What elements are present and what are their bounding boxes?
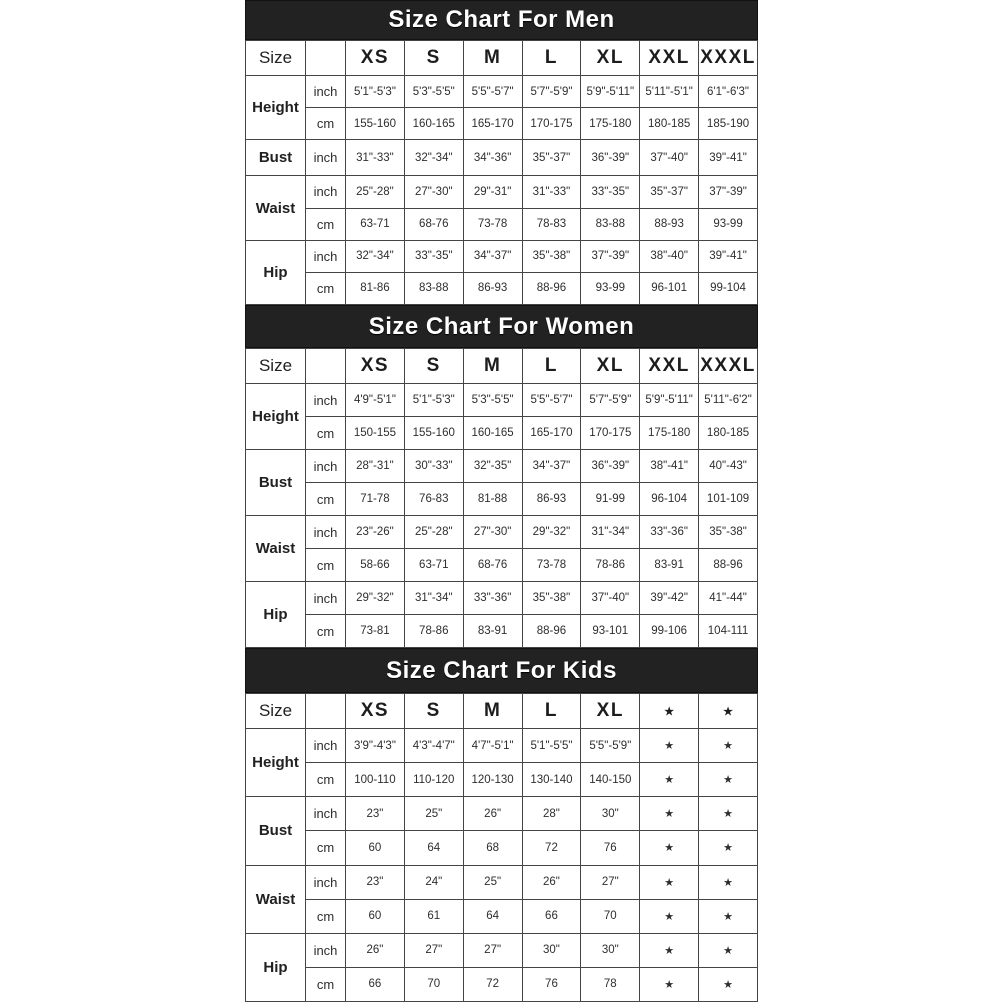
measurement-value: 81-88 (463, 483, 522, 516)
star-icon: ★ (640, 865, 699, 899)
measurement-value: 5'3"-5'5" (404, 76, 463, 108)
measurement-value: 70 (404, 967, 463, 1001)
measurement-value: 5'7"-5'9" (581, 384, 640, 417)
measurement-value: 38"-41" (640, 450, 699, 483)
star-icon: ★ (699, 831, 758, 865)
star-icon: ★ (640, 967, 699, 1001)
measurement-value: 5'5"-5'7" (463, 76, 522, 108)
star-icon: ★ (699, 899, 758, 933)
measurement-value: 99-106 (640, 615, 699, 648)
unit-label: cm (306, 967, 346, 1001)
measurement-value: 28"-31" (346, 450, 405, 483)
size-header-row (246, 349, 758, 384)
size-column-header: S (404, 349, 463, 384)
measurement-value: 37"-39" (699, 176, 758, 208)
measurement-value: 29"-32" (522, 516, 581, 549)
measurement-value: 83-88 (581, 208, 640, 240)
measurement-value: 29"-31" (463, 176, 522, 208)
measurement-value: 31"-34" (404, 582, 463, 615)
star-icon: ★ (640, 933, 699, 967)
measurement-value: 4'7"-5'1" (463, 729, 522, 763)
measurement-value: 5'11"-6'2" (699, 384, 758, 417)
measurement-value: 120-130 (463, 763, 522, 797)
measurement-value: 60 (346, 831, 405, 865)
size-chart-table (245, 348, 758, 648)
measurement-value: 35"-38" (522, 582, 581, 615)
measurement-value: 35"-37" (522, 140, 581, 176)
size-column-header: XXXL (699, 41, 758, 76)
size-column-header: S (404, 694, 463, 729)
measurement-row (246, 140, 758, 176)
measurement-label: Waist (246, 176, 306, 240)
size-column-header: XXL (640, 41, 699, 76)
measurement-value: 78-83 (522, 208, 581, 240)
measurement-label: Height (246, 729, 306, 797)
measurement-value: 150-155 (346, 417, 405, 450)
measurement-value: 33"-35" (581, 176, 640, 208)
size-chart-table (245, 693, 758, 1002)
unit-label: cm (306, 208, 346, 240)
measurement-value: 73-81 (346, 615, 405, 648)
measurement-value: 4'3"-4'7" (404, 729, 463, 763)
measurement-value: 83-88 (404, 272, 463, 304)
measurement-value: 26" (346, 933, 405, 967)
measurement-value: 160-165 (404, 108, 463, 140)
measurement-value: 30" (581, 933, 640, 967)
measurement-value: 64 (404, 831, 463, 865)
measurement-value: 23" (346, 865, 405, 899)
measurement-value: 5'5"-5'9" (581, 729, 640, 763)
measurement-value: 24" (404, 865, 463, 899)
measurement-row (246, 797, 758, 831)
measurement-value: 83-91 (463, 615, 522, 648)
measurement-value: 39"-41" (699, 140, 758, 176)
size-header-row (246, 694, 758, 729)
measurement-value: 28" (522, 797, 581, 831)
size-column-header: XS (346, 349, 405, 384)
measurement-value: 5'1"-5'3" (346, 76, 405, 108)
measurement-value: 27"-30" (404, 176, 463, 208)
measurement-value: 170-175 (522, 108, 581, 140)
measurement-value: 73-78 (463, 208, 522, 240)
measurement-value: 96-104 (640, 483, 699, 516)
measurement-value: 30"-33" (404, 450, 463, 483)
measurement-value: 34"-37" (463, 240, 522, 272)
measurement-value: 32"-34" (404, 140, 463, 176)
measurement-value: 5'11"-5'1" (640, 76, 699, 108)
chart-title: Size Chart For Women (368, 312, 635, 340)
measurement-row (246, 615, 758, 648)
measurement-value: 68-76 (463, 549, 522, 582)
measurement-label: Height (246, 384, 306, 450)
size-column-header: M (463, 41, 522, 76)
measurement-value: 86-93 (522, 483, 581, 516)
measurement-value: 33"-36" (463, 582, 522, 615)
measurement-value: 76 (522, 967, 581, 1001)
size-column-header: XL (581, 694, 640, 729)
measurement-value: 27"-30" (463, 516, 522, 549)
measurement-label: Bust (246, 140, 306, 176)
unit-label: cm (306, 108, 346, 140)
star-icon: ★ (699, 933, 758, 967)
measurement-value: 88-96 (522, 272, 581, 304)
unit-label: inch (306, 240, 346, 272)
chart-title-bar (245, 305, 758, 348)
measurement-row (246, 549, 758, 582)
measurement-value: 41"-44" (699, 582, 758, 615)
corner-size-label: Size (246, 694, 306, 729)
unit-header-cell (306, 694, 346, 729)
measurement-value: 88-93 (640, 208, 699, 240)
measurement-row (246, 967, 758, 1001)
measurement-row (246, 483, 758, 516)
measurement-value: 170-175 (581, 417, 640, 450)
measurement-value: 5'9"-5'11" (581, 76, 640, 108)
unit-header-cell (306, 349, 346, 384)
star-icon: ★ (699, 694, 758, 729)
size-column-header: L (522, 41, 581, 76)
measurement-value: 88-96 (699, 549, 758, 582)
measurement-value: 33"-36" (640, 516, 699, 549)
unit-label: cm (306, 549, 346, 582)
measurement-value: 3'9"-4'3" (346, 729, 405, 763)
measurement-value: 23"-26" (346, 516, 405, 549)
measurement-value: 96-101 (640, 272, 699, 304)
measurement-value: 63-71 (404, 549, 463, 582)
unit-label: inch (306, 76, 346, 108)
measurement-value: 5'1"-5'5" (522, 729, 581, 763)
measurement-value: 76-83 (404, 483, 463, 516)
unit-label: cm (306, 483, 346, 516)
unit-label: cm (306, 417, 346, 450)
measurement-label: Hip (246, 582, 306, 648)
measurement-label: Bust (246, 797, 306, 865)
unit-label: inch (306, 176, 346, 208)
star-icon: ★ (640, 694, 699, 729)
measurement-value: 32"-35" (463, 450, 522, 483)
measurement-value: 160-165 (463, 417, 522, 450)
unit-label: inch (306, 797, 346, 831)
measurement-value: 68 (463, 831, 522, 865)
measurement-value: 25"-28" (346, 176, 405, 208)
star-icon: ★ (699, 967, 758, 1001)
measurement-row (246, 763, 758, 797)
measurement-value: 88-96 (522, 615, 581, 648)
measurement-value: 37"-40" (640, 140, 699, 176)
size-column-header: M (463, 694, 522, 729)
measurement-value: 33"-35" (404, 240, 463, 272)
size-column-header: XXXL (699, 349, 758, 384)
measurement-row (246, 417, 758, 450)
measurement-row (246, 272, 758, 304)
measurement-value: 5'5"-5'7" (522, 384, 581, 417)
measurement-value: 30" (581, 797, 640, 831)
measurement-value: 63-71 (346, 208, 405, 240)
size-column-header: XS (346, 694, 405, 729)
size-chart-section (245, 0, 758, 305)
measurement-label: Height (246, 76, 306, 140)
unit-label: inch (306, 140, 346, 176)
measurement-value: 72 (463, 967, 522, 1001)
measurement-value: 83-91 (640, 549, 699, 582)
measurement-row (246, 384, 758, 417)
measurement-value: 27" (404, 933, 463, 967)
measurement-value: 26" (522, 865, 581, 899)
measurement-label: Bust (246, 450, 306, 516)
measurement-value: 73-78 (522, 549, 581, 582)
measurement-value: 68-76 (404, 208, 463, 240)
measurement-row (246, 176, 758, 208)
size-column-header: XL (581, 41, 640, 76)
measurement-value: 180-185 (699, 417, 758, 450)
measurement-value: 66 (346, 967, 405, 1001)
size-chart-section (245, 305, 758, 648)
measurement-value: 60 (346, 899, 405, 933)
measurement-value: 5'7"-5'9" (522, 76, 581, 108)
unit-label: inch (306, 450, 346, 483)
measurement-value: 35"-37" (640, 176, 699, 208)
chart-title-bar (245, 0, 758, 40)
size-column-header: XXL (640, 349, 699, 384)
measurement-value: 38"-40" (640, 240, 699, 272)
star-icon: ★ (699, 763, 758, 797)
measurement-row (246, 865, 758, 899)
measurement-label: Hip (246, 240, 306, 304)
measurement-value: 34"-37" (522, 450, 581, 483)
measurement-value: 180-185 (640, 108, 699, 140)
measurement-value: 185-190 (699, 108, 758, 140)
size-column-header: L (522, 349, 581, 384)
measurement-row (246, 516, 758, 549)
size-column-header: S (404, 41, 463, 76)
measurement-value: 37"-40" (581, 582, 640, 615)
size-column-header: M (463, 349, 522, 384)
measurement-value: 110-120 (404, 763, 463, 797)
measurement-value: 70 (581, 899, 640, 933)
star-icon: ★ (640, 831, 699, 865)
measurement-row (246, 933, 758, 967)
measurement-value: 34"-36" (463, 140, 522, 176)
measurement-value: 93-99 (699, 208, 758, 240)
unit-label: inch (306, 582, 346, 615)
measurement-row (246, 729, 758, 763)
measurement-value: 140-150 (581, 763, 640, 797)
star-icon: ★ (699, 729, 758, 763)
star-icon: ★ (640, 797, 699, 831)
measurement-value: 165-170 (463, 108, 522, 140)
measurement-row (246, 76, 758, 108)
size-header-row (246, 41, 758, 76)
measurement-row (246, 582, 758, 615)
measurement-value: 165-170 (522, 417, 581, 450)
measurement-value: 93-101 (581, 615, 640, 648)
measurement-value: 25"-28" (404, 516, 463, 549)
measurement-value: 36"-39" (581, 450, 640, 483)
measurement-value: 71-78 (346, 483, 405, 516)
measurement-value: 35"-38" (699, 516, 758, 549)
measurement-value: 39"-42" (640, 582, 699, 615)
measurement-value: 155-160 (404, 417, 463, 450)
measurement-value: 25" (404, 797, 463, 831)
measurement-value: 6'1"-6'3" (699, 76, 758, 108)
measurement-value: 37"-39" (581, 240, 640, 272)
measurement-label: Waist (246, 865, 306, 933)
measurement-value: 86-93 (463, 272, 522, 304)
unit-label: inch (306, 865, 346, 899)
measurement-value: 81-86 (346, 272, 405, 304)
measurement-value: 31"-34" (581, 516, 640, 549)
measurement-value: 61 (404, 899, 463, 933)
measurement-value: 58-66 (346, 549, 405, 582)
measurement-value: 36"-39" (581, 140, 640, 176)
measurement-value: 32"-34" (346, 240, 405, 272)
measurement-value: 29"-32" (346, 582, 405, 615)
star-icon: ★ (640, 899, 699, 933)
measurement-value: 5'3"-5'5" (463, 384, 522, 417)
measurement-value: 78-86 (404, 615, 463, 648)
measurement-value: 27" (463, 933, 522, 967)
measurement-row (246, 108, 758, 140)
size-column-header: XS (346, 41, 405, 76)
measurement-value: 5'9"-5'11" (640, 384, 699, 417)
star-icon: ★ (699, 865, 758, 899)
measurement-label: Waist (246, 516, 306, 582)
measurement-value: 26" (463, 797, 522, 831)
measurement-value: 31"-33" (522, 176, 581, 208)
measurement-value: 66 (522, 899, 581, 933)
size-column-header: XL (581, 349, 640, 384)
measurement-value: 100-110 (346, 763, 405, 797)
measurement-value: 64 (463, 899, 522, 933)
star-icon: ★ (640, 729, 699, 763)
measurement-value: 78-86 (581, 549, 640, 582)
size-chart-section (245, 648, 758, 1002)
measurement-value: 25" (463, 865, 522, 899)
measurement-value: 155-160 (346, 108, 405, 140)
unit-label: inch (306, 384, 346, 417)
measurement-value: 35"-38" (522, 240, 581, 272)
unit-label: inch (306, 729, 346, 763)
measurement-value: 93-99 (581, 272, 640, 304)
measurement-value: 27" (581, 865, 640, 899)
star-icon: ★ (640, 763, 699, 797)
measurement-value: 5'1"-5'3" (404, 384, 463, 417)
measurement-row (246, 831, 758, 865)
measurement-value: 72 (522, 831, 581, 865)
measurement-value: 23" (346, 797, 405, 831)
measurement-value: 175-180 (581, 108, 640, 140)
measurement-value: 39"-41" (699, 240, 758, 272)
measurement-row (246, 899, 758, 933)
measurement-value: 101-109 (699, 483, 758, 516)
measurement-row (246, 240, 758, 272)
measurement-row (246, 208, 758, 240)
unit-header-cell (306, 41, 346, 76)
unit-label: cm (306, 831, 346, 865)
measurement-value: 76 (581, 831, 640, 865)
unit-label: cm (306, 272, 346, 304)
measurement-value: 30" (522, 933, 581, 967)
measurement-value: 104-111 (699, 615, 758, 648)
size-chart-table (245, 40, 758, 305)
measurement-value: 175-180 (640, 417, 699, 450)
measurement-value: 40"-43" (699, 450, 758, 483)
unit-label: cm (306, 899, 346, 933)
size-charts (245, 0, 758, 1002)
chart-title-bar (245, 648, 758, 693)
unit-label: cm (306, 615, 346, 648)
unit-label: cm (306, 763, 346, 797)
chart-title: Size Chart For Kids (386, 656, 617, 684)
unit-label: inch (306, 516, 346, 549)
measurement-value: 4'9"-5'1" (346, 384, 405, 417)
measurement-value: 99-104 (699, 272, 758, 304)
measurement-row (246, 450, 758, 483)
chart-title: Size Chart For Men (388, 6, 615, 33)
measurement-value: 78 (581, 967, 640, 1001)
corner-size-label: Size (246, 41, 306, 76)
measurement-value: 130-140 (522, 763, 581, 797)
measurement-value: 91-99 (581, 483, 640, 516)
corner-size-label: Size (246, 349, 306, 384)
unit-label: inch (306, 933, 346, 967)
measurement-label: Hip (246, 933, 306, 1001)
size-column-header: L (522, 694, 581, 729)
measurement-value: 31"-33" (346, 140, 405, 176)
star-icon: ★ (699, 797, 758, 831)
